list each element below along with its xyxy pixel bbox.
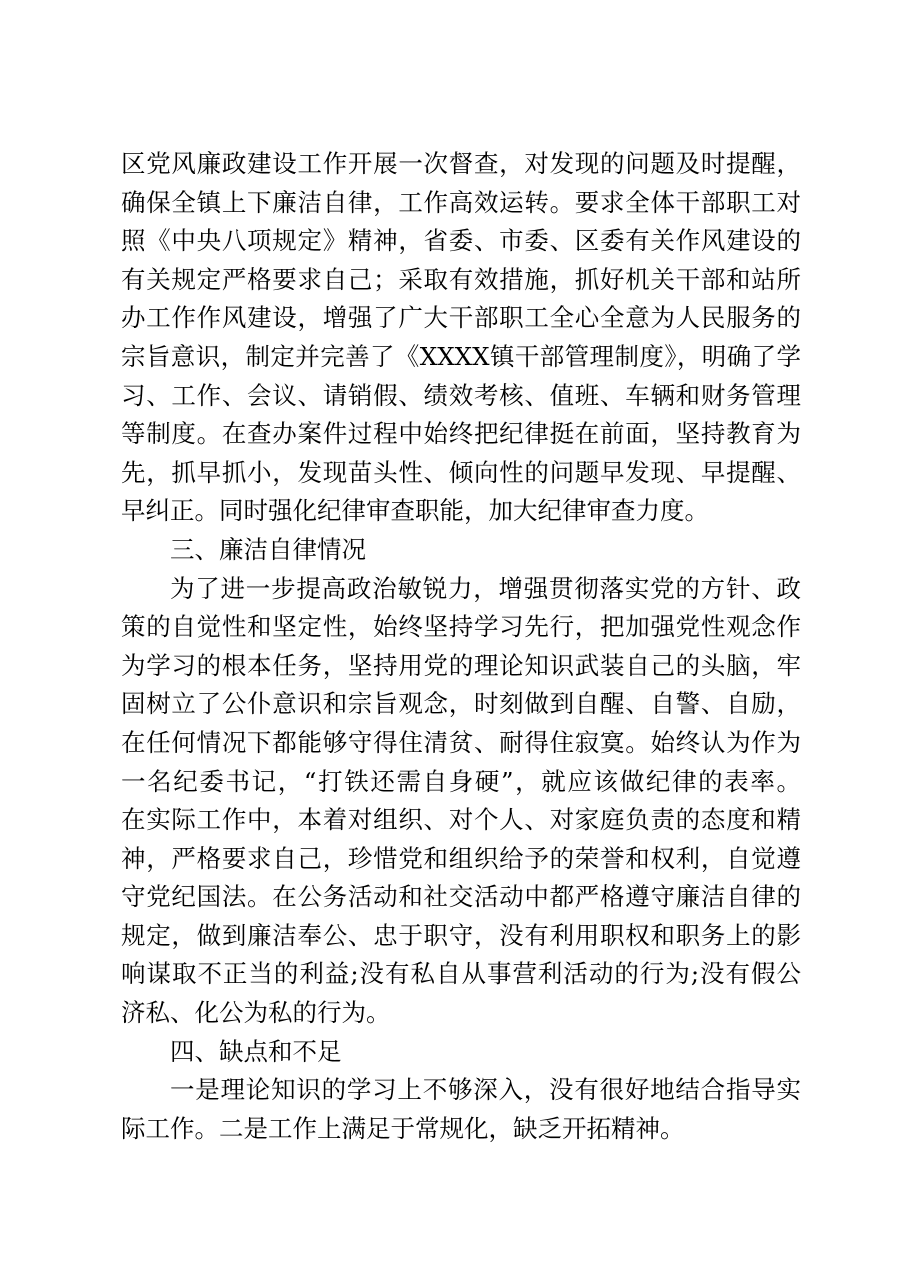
paragraph-line: 为了进一步提高政治敏锐力，增强贯彻落实党的方针、政: [170, 573, 801, 603]
paragraph-line: 响谋取不正当的利益;没有私自从事营利活动的行为;没有假公: [121, 959, 801, 989]
paragraph-line: 为学习的根本任务，坚持用党的理论知识武装自己的头脑，牢: [121, 650, 801, 680]
paragraph-line: 策的自觉性和坚定性，始终坚持学习先行，把加强党性观念作: [121, 612, 801, 642]
section-heading: 三、廉洁自律情况: [170, 534, 366, 564]
paragraph-line: 守党纪国法。在公务活动和社交活动中都严格遵守廉洁自律的: [121, 882, 801, 912]
document-body: [121, 145, 801, 1148]
paragraph-line: 际工作。二是工作上满足于常规化，缺乏开拓精神。: [121, 1113, 685, 1143]
paragraph-line: 照《中央八项规定》精神，省委、市委、区委有关作风建设的: [121, 226, 801, 256]
paragraph-line: 神，严格要求自己，珍惜党和组织给予的荣誉和权利，自觉遵: [121, 843, 801, 873]
paragraph-line: 规定，做到廉洁奉公、忠于职守，没有利用职权和职务上的影: [121, 920, 801, 950]
paragraph-line: 在任何情况下都能够守得住清贫、耐得住寂寞。始终认为作为: [121, 727, 801, 757]
paragraph-line: 一是理论知识的学习上不够深入，没有很好地结合指导实: [170, 1075, 801, 1105]
paragraph-line: 区党风廉政建设工作开展一次督查，对发现的问题及时提醒，: [121, 149, 801, 178]
paragraph-line: 固树立了公仆意识和宗旨观念，时刻做到自醒、自警、自励，: [121, 689, 801, 719]
paragraph-line: 办工作作风建设，增强了广大干部职工全心全意为人民服务的: [121, 303, 801, 333]
paragraph-line: 习、工作、会议、请销假、绩效考核、值班、车辆和财务管理: [121, 380, 801, 410]
paragraph-line: 先，抓早抓小，发现苗头性、倾向性的问题早发现、早提醒、: [121, 457, 801, 487]
paragraph-line: 宗旨意识，制定并完善了《XXXX镇干部管理制度》，明确了学: [121, 341, 801, 371]
paragraph-line: 确保全镇上下廉洁自律，工作高效运转。要求全体干部职工对: [121, 187, 801, 217]
paragraph-line: 等制度。在查办案件过程中始终把纪律挺在前面，坚持教育为: [121, 419, 801, 449]
paragraph-line: 有关规定严格要求自己；采取有效措施，抓好机关干部和站所: [121, 264, 801, 294]
paragraph-line: 济私、化公为私的行为。: [121, 998, 391, 1028]
paragraph-line: 在实际工作中，本着对组织、对个人、对家庭负责的态度和精: [121, 805, 801, 835]
paragraph-line: 一名纪委书记，“打铁还需自身硬”，就应该做纪律的表率。: [121, 766, 801, 796]
section-heading: 四、缺点和不足: [170, 1036, 342, 1066]
paragraph-line: 早纠正。同时强化纪律审查职能，加大纪律审查力度。: [121, 496, 709, 526]
